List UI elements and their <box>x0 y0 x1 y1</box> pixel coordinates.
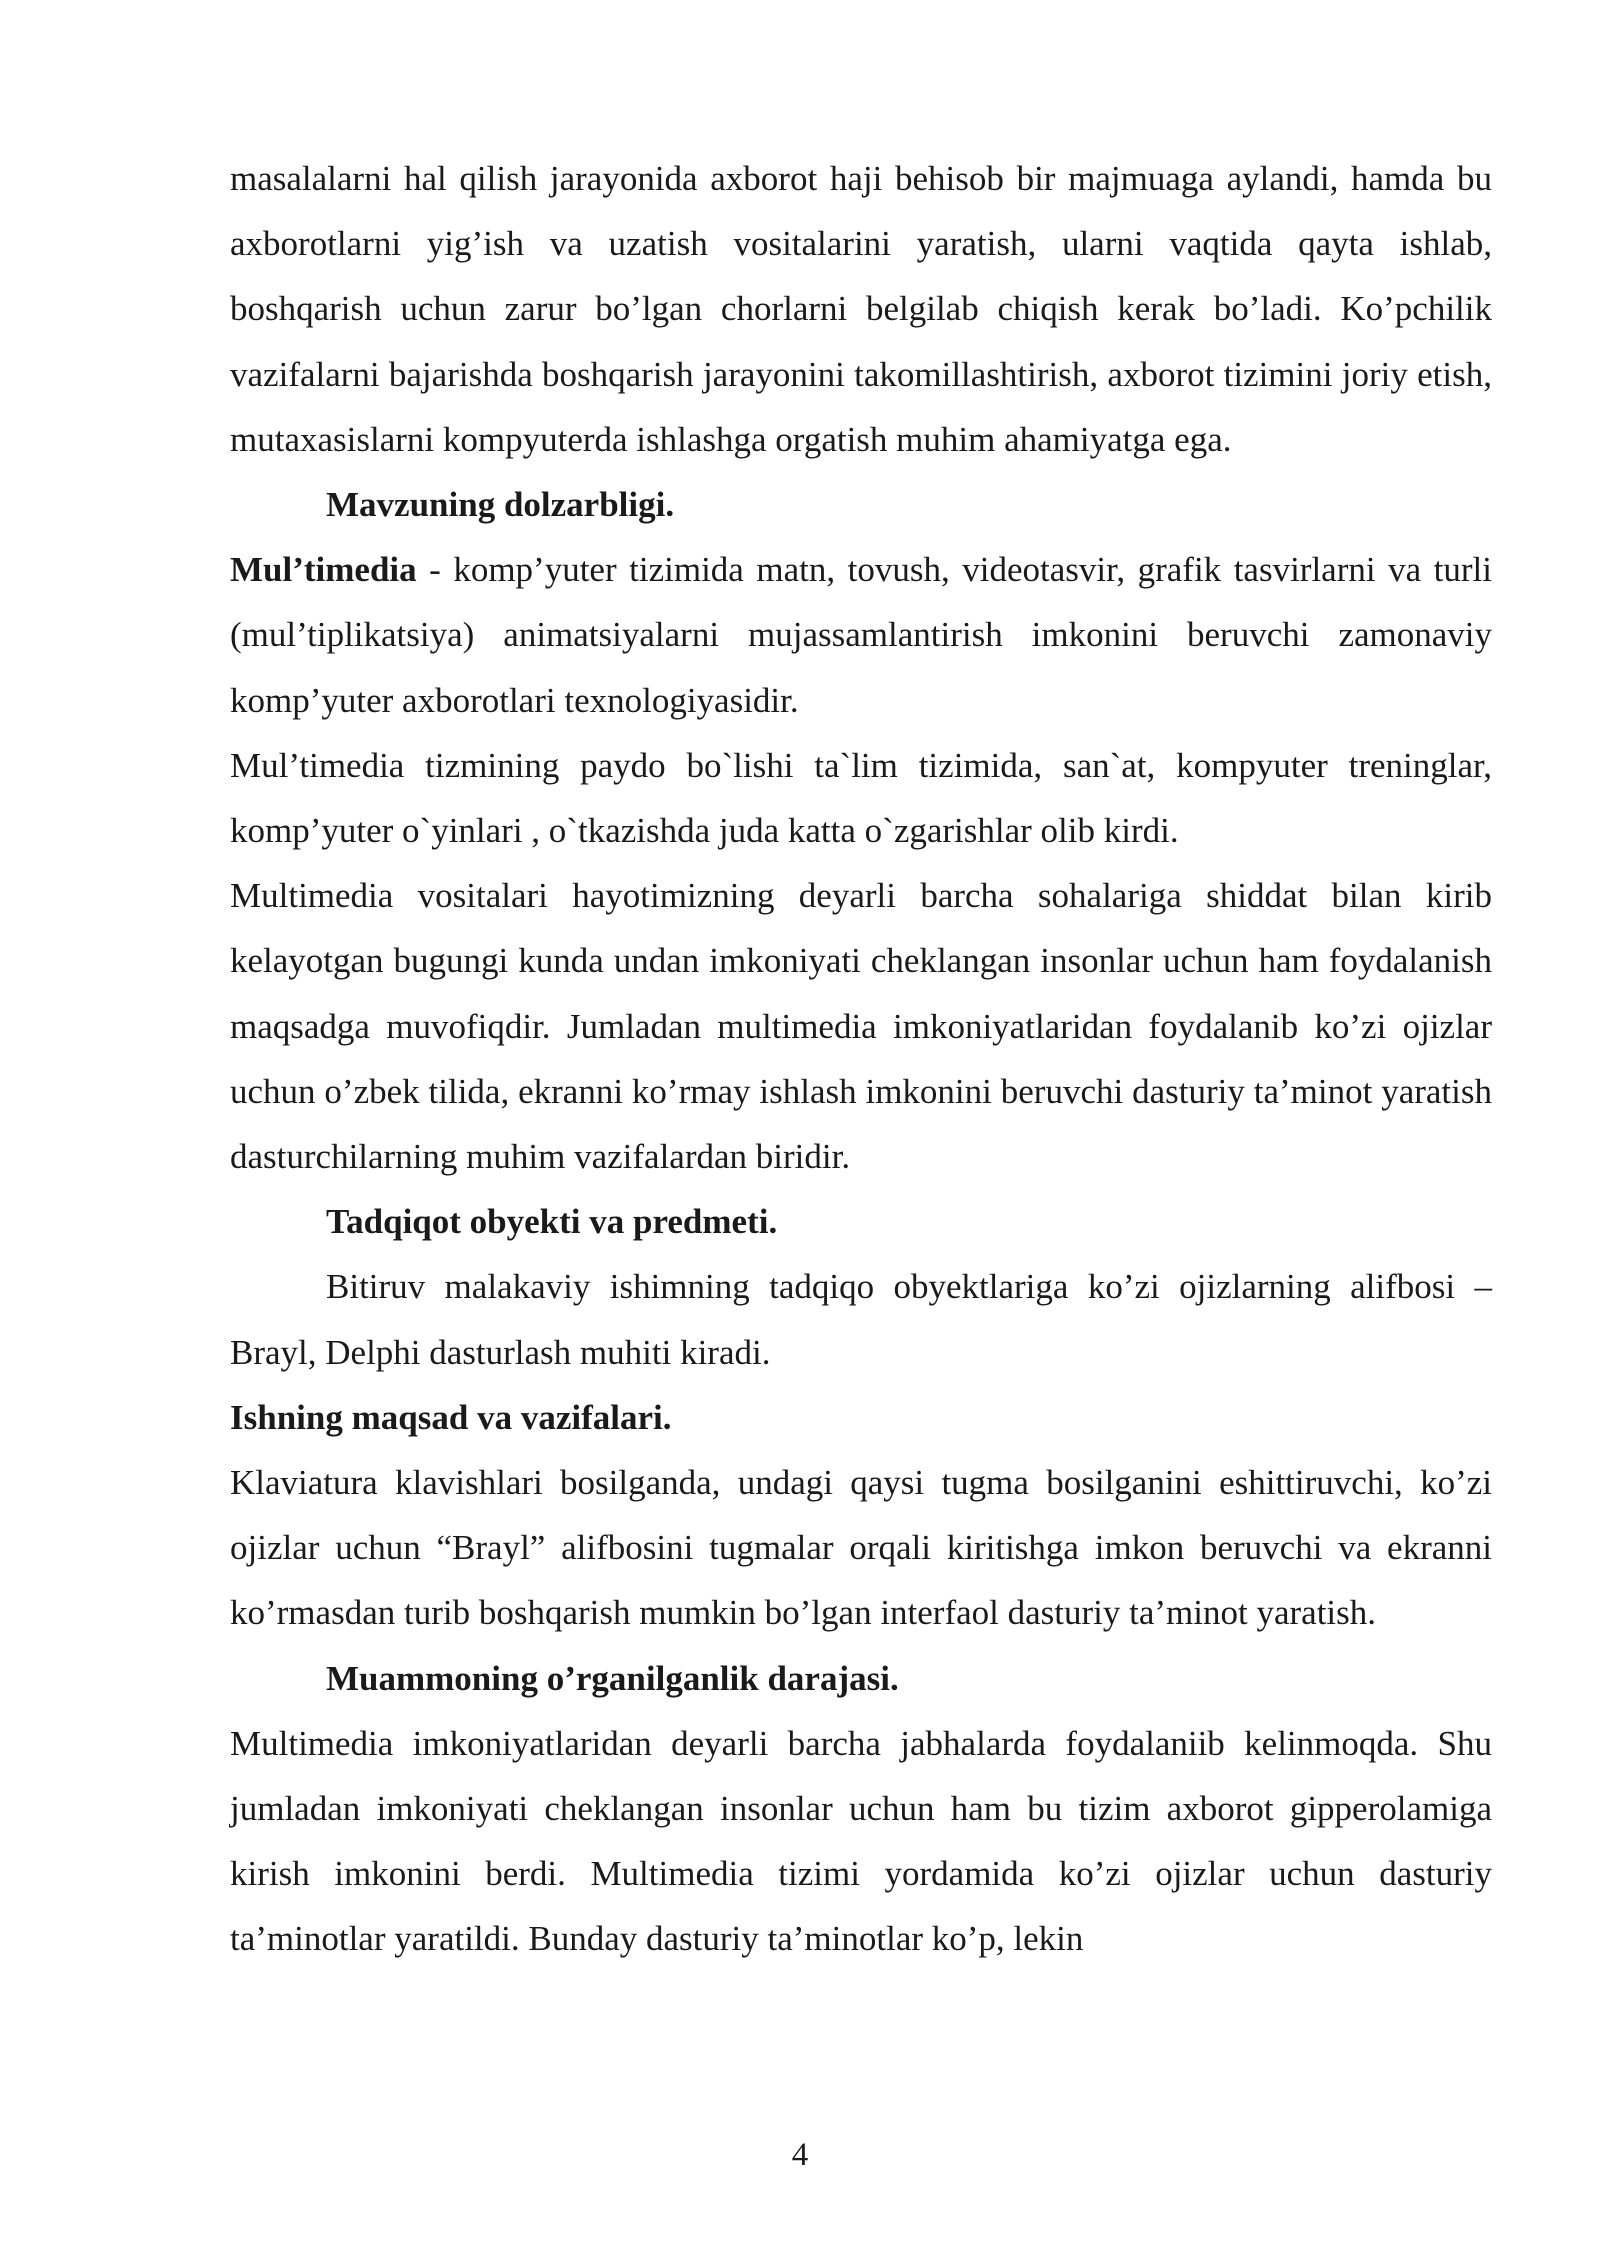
body-paragraph: Bitiruv malakaviy ishimning tadqiqo obyektlariga ko’zi ojizlarning alifbosi – Brayl, Delphi dasturlash muhiti kiradi. <box>230 1267 1492 1372</box>
definition-paragraph <box>230 537 1492 733</box>
section-heading: Ishning maqsad va vazifalari. <box>230 1397 672 1437</box>
body-paragraph: Multimedia vositalari hayotimizning deyarli barcha sohalariga shiddat bilan kirib kelayotgan bugungi kunda undan imkoniyati cheklangan insonlar uchun ham foydalanish maqsadga muvofiqdir. Jumladan multimedia imkoniyatlaridan foydalanib ko’zi ojizlar uchun o’zbek tilida, ekranni ko’rmay ishlash imkonini beruvchi dasturiy ta’minot yaratish dasturchilarning muhim vazifalardan biridir. <box>230 876 1492 1177</box>
document-page <box>230 146 1492 1972</box>
page-number: 4 <box>791 2137 809 2173</box>
defined-term: Mul’timedia <box>230 550 417 590</box>
section-heading: Tadqiqot obyekti va predmeti. <box>326 1202 778 1242</box>
body-paragraph: masalalarni hal qilish jarayonida axborot haji behisob bir majmuaga aylandi, hamda bu axborotlarni yig’ish va uzatish vositalarini yaratish, ularni vaqtida qayta ishlab, boshqarish uchun zarur bo’lgan chorlarni belgilab chiqish kerak bo’ladi. Ko’pchilik vazifalarni bajarishda boshqarish jarayonini takomillashtirish, axborot tizimini joriy etish, mutaxasislarni kompyuterda ishlashga orgatish muhim ahamiyatga ega. <box>230 159 1492 459</box>
section-heading: Mavzuning dolzarbligi. <box>326 485 675 525</box>
section-heading: Muammoning o’rganilganlik darajasi. <box>326 1658 899 1698</box>
body-paragraph: Mul’timedia tizmining paydo bo`lishi ta`lim tizimida, san`at, kompyuter treninglar, komp’yuter o`yinlari , o`tkazishda juda katta o`zgarishlar olib kirdi. <box>230 745 1492 851</box>
body-paragraph: Klaviatura klavishlari bosilganda, undagi qaysi tugma bosilganini eshittiruvchi, ko’zi ojizlar uchun “Brayl” alifbosini tugmalar orqali kiritishga imkon beruvchi va ekranni ko’rmasdan turib boshqarish mumkin bo’lgan interfaol dasturiy ta’minot yaratish. <box>230 1463 1492 1633</box>
body-paragraph: Multimedia imkoniyatlaridan deyarli barcha jabhalarda foydalaniib kelinmoqda. Shu jumladan imkoniyati cheklangan insonlar uchun ham bu tizim axborot gipperolamiga kirish imkonini berdi. Multimedia tizimi yordamida ko’zi ojizlar uchun dasturiy ta’minotlar yaratildi. Bunday dasturiy ta’minotlar ko’p, lekin <box>230 1723 1492 1959</box>
definition-text: - komp’yuter tizimida matn, tovush, videotasvir, grafik tasvirlarni va turli (mul’tiplikatsiya) animatsiyalarni mujassamlantirish imkonini beruvchi zamonaviy komp’yuter axborotlari texnologiyasidir. <box>230 550 1492 720</box>
